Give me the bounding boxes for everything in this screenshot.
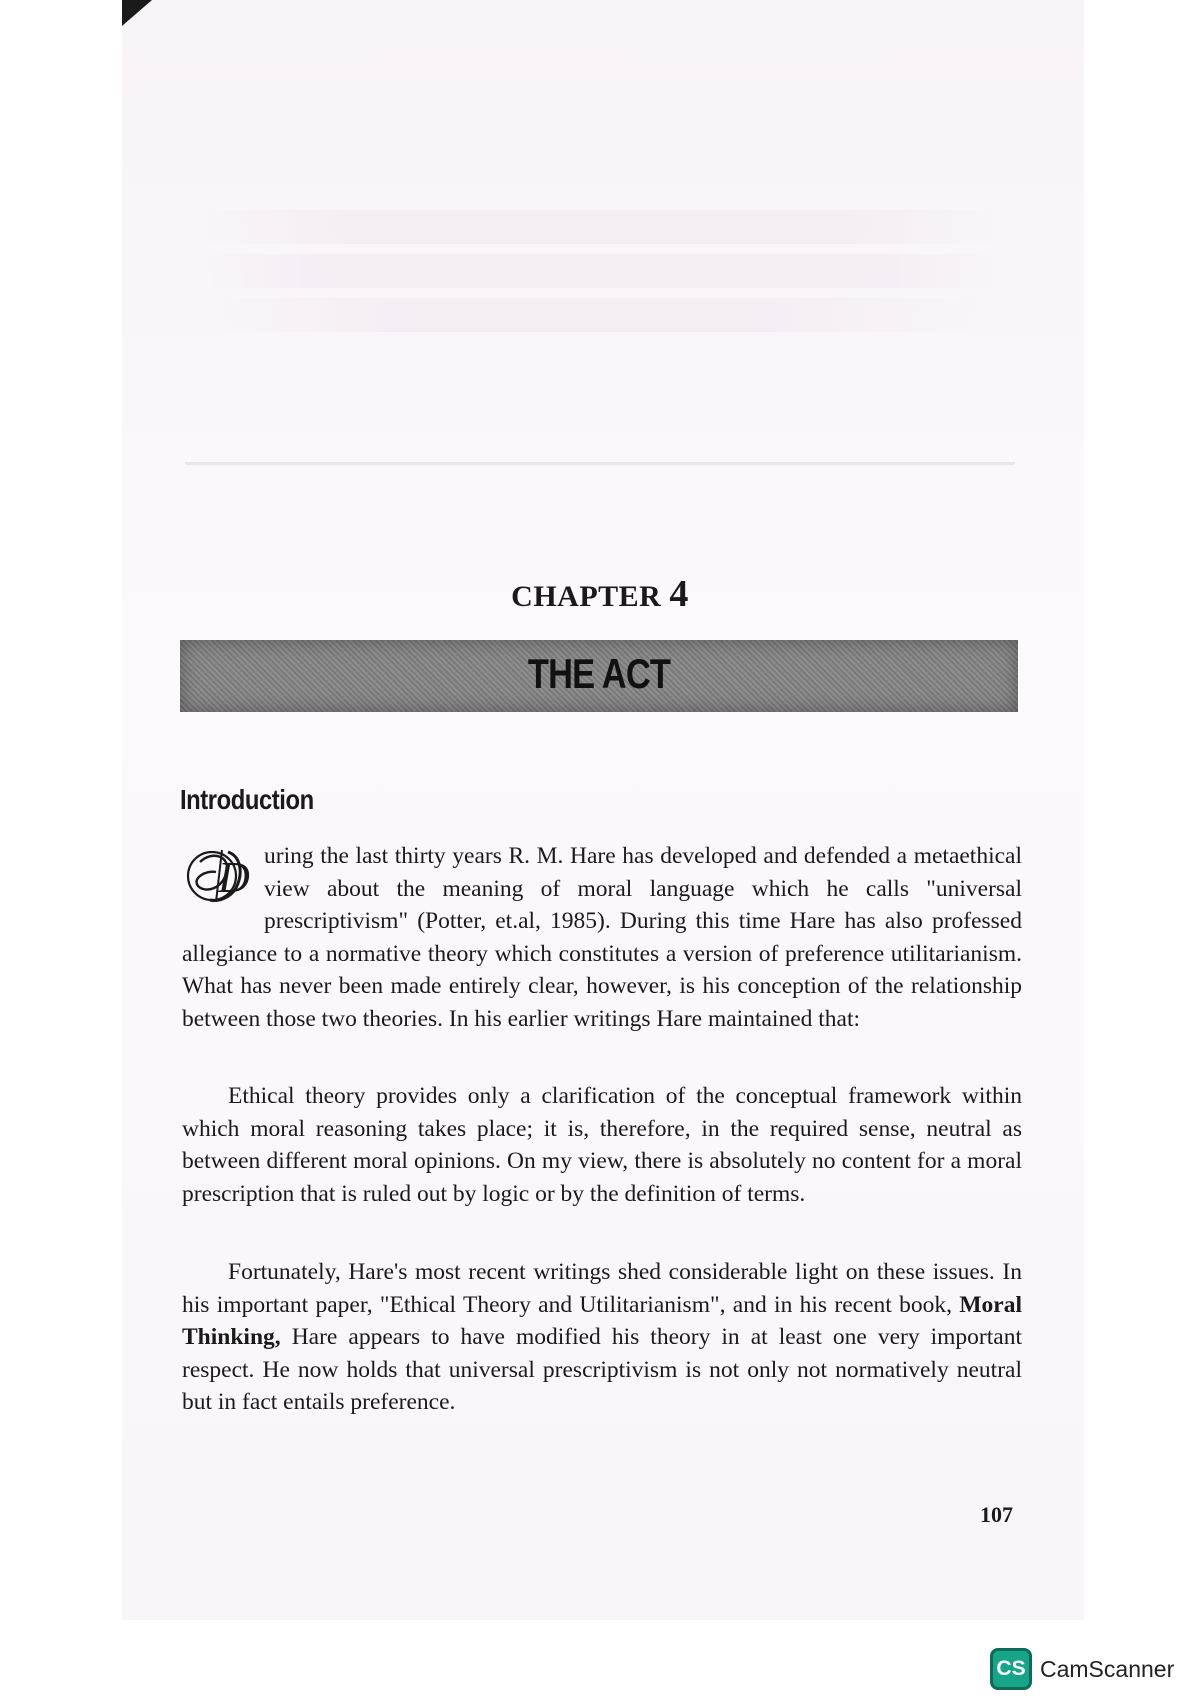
paragraph-1-text: uring the last thirty years R. M. Hare has developed and defended a metaethical view about the meaning of moral language which he calls "universal prescriptivism" (Potter, et.al, 1985). During this time Hare has also professed allegiance to a normative theory which constitutes a version of preference utilitarianism. What has never been made entirely clear, however, is his conception of the relationship between those two theories. In his earlier writings Hare maintained that:	[182, 843, 1022, 1032]
book-title: Moral Thinking,	[182, 1291, 1022, 1350]
paragraph-3-text-b: Hare appears to have modified his theory in at least one very important respect. He now holds that universal prescriptivism is not only not normatively neutral but in fact entails preference.	[182, 1324, 1022, 1415]
drop-cap-letter: D	[218, 853, 250, 902]
camscanner-name: CamScanner	[1040, 1655, 1175, 1682]
paragraph-1	[182, 840, 1022, 1035]
chapter-title-banner	[180, 640, 1018, 712]
camscanner-watermark	[990, 1648, 1174, 1690]
page-corner-shadow	[122, 0, 152, 26]
section-heading: Introduction	[180, 784, 314, 815]
paragraph-3-text-a: Fortunately, Hare's most recent writings shed considerable light on these issues. In his important paper, "Ethical Theory and Utilitarianism", and in his recent book,	[182, 1259, 1022, 1318]
page-number: 107	[980, 1502, 1013, 1527]
bleed-through-rule	[185, 462, 1015, 465]
paragraph-3	[182, 1256, 1022, 1419]
chapter-number: 4	[669, 573, 689, 615]
chapter-label: CHAPTER	[511, 580, 662, 613]
camscanner-logo-icon: CS	[990, 1648, 1032, 1690]
drop-cap-ornament-icon	[182, 842, 258, 908]
drop-cap	[182, 842, 258, 908]
bleed-through-block	[200, 210, 1000, 360]
chapter-title: THE ACT	[527, 650, 671, 697]
chapter-heading	[0, 572, 1200, 616]
paragraph-2-quote: Ethical theory provides only a clarification of the conceptual framework within which moral reasoning takes place; it is, therefore, in the required sense, neutral as between different moral opinions. On my view, there is absolutely no content for a moral prescription that is ruled out by logic or by the definition of terms.	[182, 1083, 1022, 1207]
